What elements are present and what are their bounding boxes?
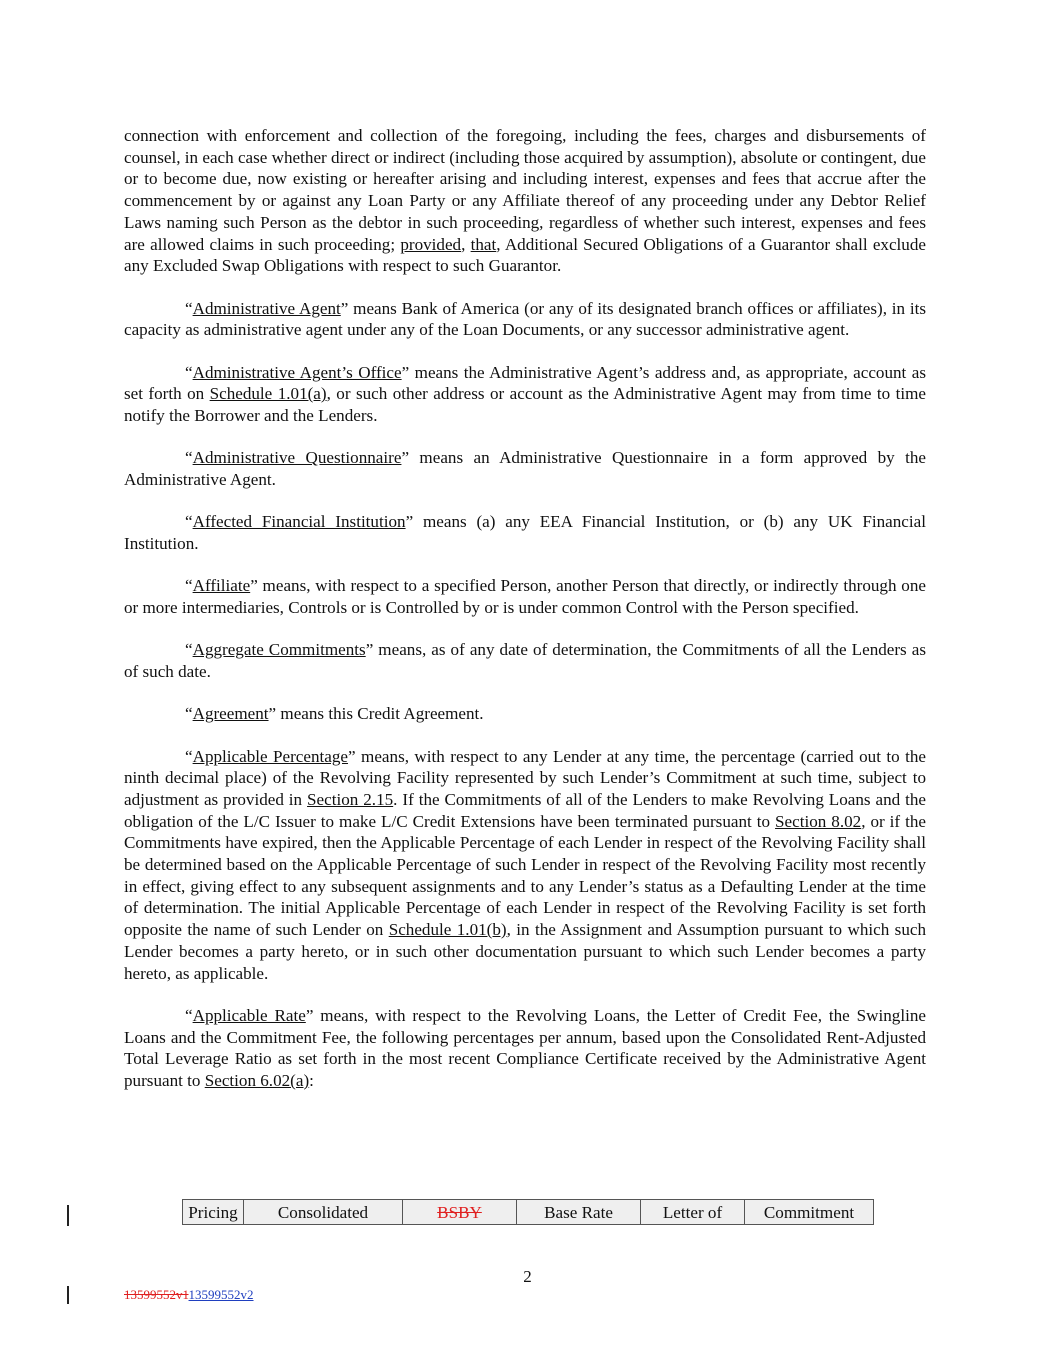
cross-reference: Section 8.02 — [775, 811, 862, 831]
quote-close: ” — [305, 1005, 314, 1025]
quote-open: “ — [185, 576, 193, 596]
definition-text: means, with respect to a specified Person, another Person that directly, or indirectly through one or more intermediaries, Controls or is Controlled by or is under common Control with the Person specified. — [124, 576, 926, 617]
quote-close: ” — [348, 746, 356, 766]
quote-close: ” — [401, 362, 410, 382]
definition-administrative-questionnaire — [124, 447, 926, 490]
quote-open: “ — [185, 746, 193, 766]
definition-text: means, with respect to any Lender at any time, the percentage (carried out to the ninth decimal place) of the Revolving Facility represented by such Lender’s Commitment at such time, subject to adjustment as provided in — [124, 746, 926, 809]
defined-term: Affected Financial Institution — [192, 512, 406, 532]
table-header-cell: Consolidated — [244, 1200, 403, 1225]
defined-term: Agreement — [192, 704, 269, 724]
defined-term: Administrative Questionnaire — [192, 448, 402, 468]
defined-term: Applicable Rate — [192, 1005, 306, 1025]
cross-reference: Schedule 1.01(b) — [388, 920, 507, 940]
quote-open: “ — [185, 1005, 193, 1025]
definition-text: means (a) any EEA Financial Institution, or (b) any UK Financial Institution. — [124, 512, 926, 553]
table-header-cell: Commitment — [745, 1200, 874, 1225]
quote-close: ” — [268, 704, 277, 724]
definition-aggregate-commitments — [124, 639, 926, 682]
table-header-row — [183, 1200, 874, 1225]
quote-close: ” — [250, 576, 258, 596]
quote-open: “ — [185, 640, 193, 660]
paragraph-intro — [124, 125, 926, 277]
table-header-cell-deleted: BSBY — [403, 1200, 517, 1225]
definition-administrative-agents-office — [124, 362, 926, 427]
definition-administrative-agent — [124, 298, 926, 341]
text: connection with enforcement and collection of the foregoing, including the fees, charges and disbursements of counsel, in each case whether direct or indirect (including those acquired by assumption), absolute or contingent, due or to become due, now existing or hereafter arising and including interest, expenses and fees that accrue after the commencement by or against any Loan Party or any Affiliate thereof of any proceeding under any Debtor Relief Laws naming such Person as the debtor in such proceeding, regardless of whether such interest, expenses and fees are allowed claims in such proceeding; — [124, 126, 926, 254]
change-bar — [67, 1286, 69, 1304]
term-provided: provided — [400, 234, 462, 254]
definition-text: , or if the Commitments have expired, then the Applicable Percentage of each Lender in respect of the Revolving Facility shall be determined based on the Applicable Percentage of such Lender in respect of the Revolving Facility most recently in effect, giving effect to any subsequent assignments and to any Lender’s status as a Defaulting Lender at the time of determination. The initial Applicable Percentage of each Lender in respect of the Revolving Facility is set forth opposite the name of such Lender on — [124, 811, 926, 940]
text: , — [461, 234, 471, 254]
definition-text: means Bank of America (or any of its designated branch offices or affiliates), in its capacity as administrative agent under any of the Loan Documents, or any successor administrative agent. — [124, 298, 927, 340]
definition-text: means this Credit Agreement. — [276, 704, 484, 724]
table-header-cell: Base Rate — [517, 1200, 641, 1225]
quote-close: ” — [365, 640, 374, 660]
definition-text: . If the Commitments of all of the Lenders to make Revolving Loans and the obligation of the L/C Issuer to make L/C Credit Extensions have been terminated pursuant to — [124, 789, 926, 831]
quote-open: “ — [185, 704, 193, 724]
document-body — [124, 125, 926, 1112]
defined-term: Applicable Percentage — [192, 746, 349, 766]
quote-open: “ — [185, 362, 193, 382]
defined-term: Aggregate Commitments — [192, 640, 366, 660]
definition-text: : — [309, 1070, 314, 1090]
cross-reference: Section 6.02(a) — [204, 1070, 310, 1090]
quote-open: “ — [185, 298, 193, 318]
definition-text: means, as of any date of determination, the Commitments of all the Lenders as of such date. — [124, 640, 926, 681]
term-that: that — [470, 234, 497, 254]
defined-term: Administrative Agent — [192, 298, 341, 318]
quote-open: “ — [185, 448, 193, 468]
quote-close: ” — [405, 512, 414, 532]
table-header-cell: Pricing — [183, 1200, 244, 1225]
definition-text: means the Administrative Agent’s address and, as appropriate, account as set forth on — [124, 362, 926, 404]
defined-term: Affiliate — [192, 576, 251, 596]
cross-reference: Schedule 1.01(a) — [209, 384, 327, 404]
change-bar — [67, 1205, 69, 1226]
definition-applicable-percentage — [124, 746, 926, 985]
page-number: 2 — [523, 1267, 532, 1286]
document-id-inserted: 13599552v2 — [188, 1287, 254, 1302]
defined-term: Administrative Agent’s Office — [192, 362, 402, 382]
table-header-cell: Letter of — [641, 1200, 745, 1225]
definition-affiliate — [124, 575, 926, 618]
document-id — [124, 1287, 254, 1303]
text: , Additional Secured Obligations of a Guarantor shall exclude any Excluded Swap Obligations with respect to such Guarantor. — [124, 234, 926, 276]
definition-text: , in the Assignment and Assumption pursuant to which such Lender becomes a party hereto, or in such other documentation pursuant to which such Lender becomes a party hereto, as applicable. — [124, 920, 926, 983]
definition-agreement — [124, 703, 926, 725]
quote-close: ” — [340, 298, 349, 318]
definition-text: , or such other address or account as the Administrative Agent may from time to time notify the Borrower and the Lenders. — [124, 384, 926, 425]
document-id-deleted: 13599552v1 — [124, 1287, 189, 1302]
definition-applicable-rate — [124, 1005, 926, 1092]
definition-text: means, with respect to the Revolving Loans, the Letter of Credit Fee, the Swingline Loans and the Commitment Fee, the following percentages per annum, based upon the Consolidated Rent-Adjusted Total Leverage Ratio as set forth in the most recent Compliance Certificate received by the Administrative Agent pursuant to — [124, 1005, 926, 1090]
definition-text: means an Administrative Questionnaire in a form approved by the Administrative Agent. — [124, 448, 926, 489]
cross-reference: Section 2.15 — [307, 789, 394, 809]
quote-close: ” — [401, 448, 410, 468]
pricing-table — [182, 1199, 874, 1225]
quote-open: “ — [185, 512, 193, 532]
definition-affected-financial-institution — [124, 511, 926, 554]
